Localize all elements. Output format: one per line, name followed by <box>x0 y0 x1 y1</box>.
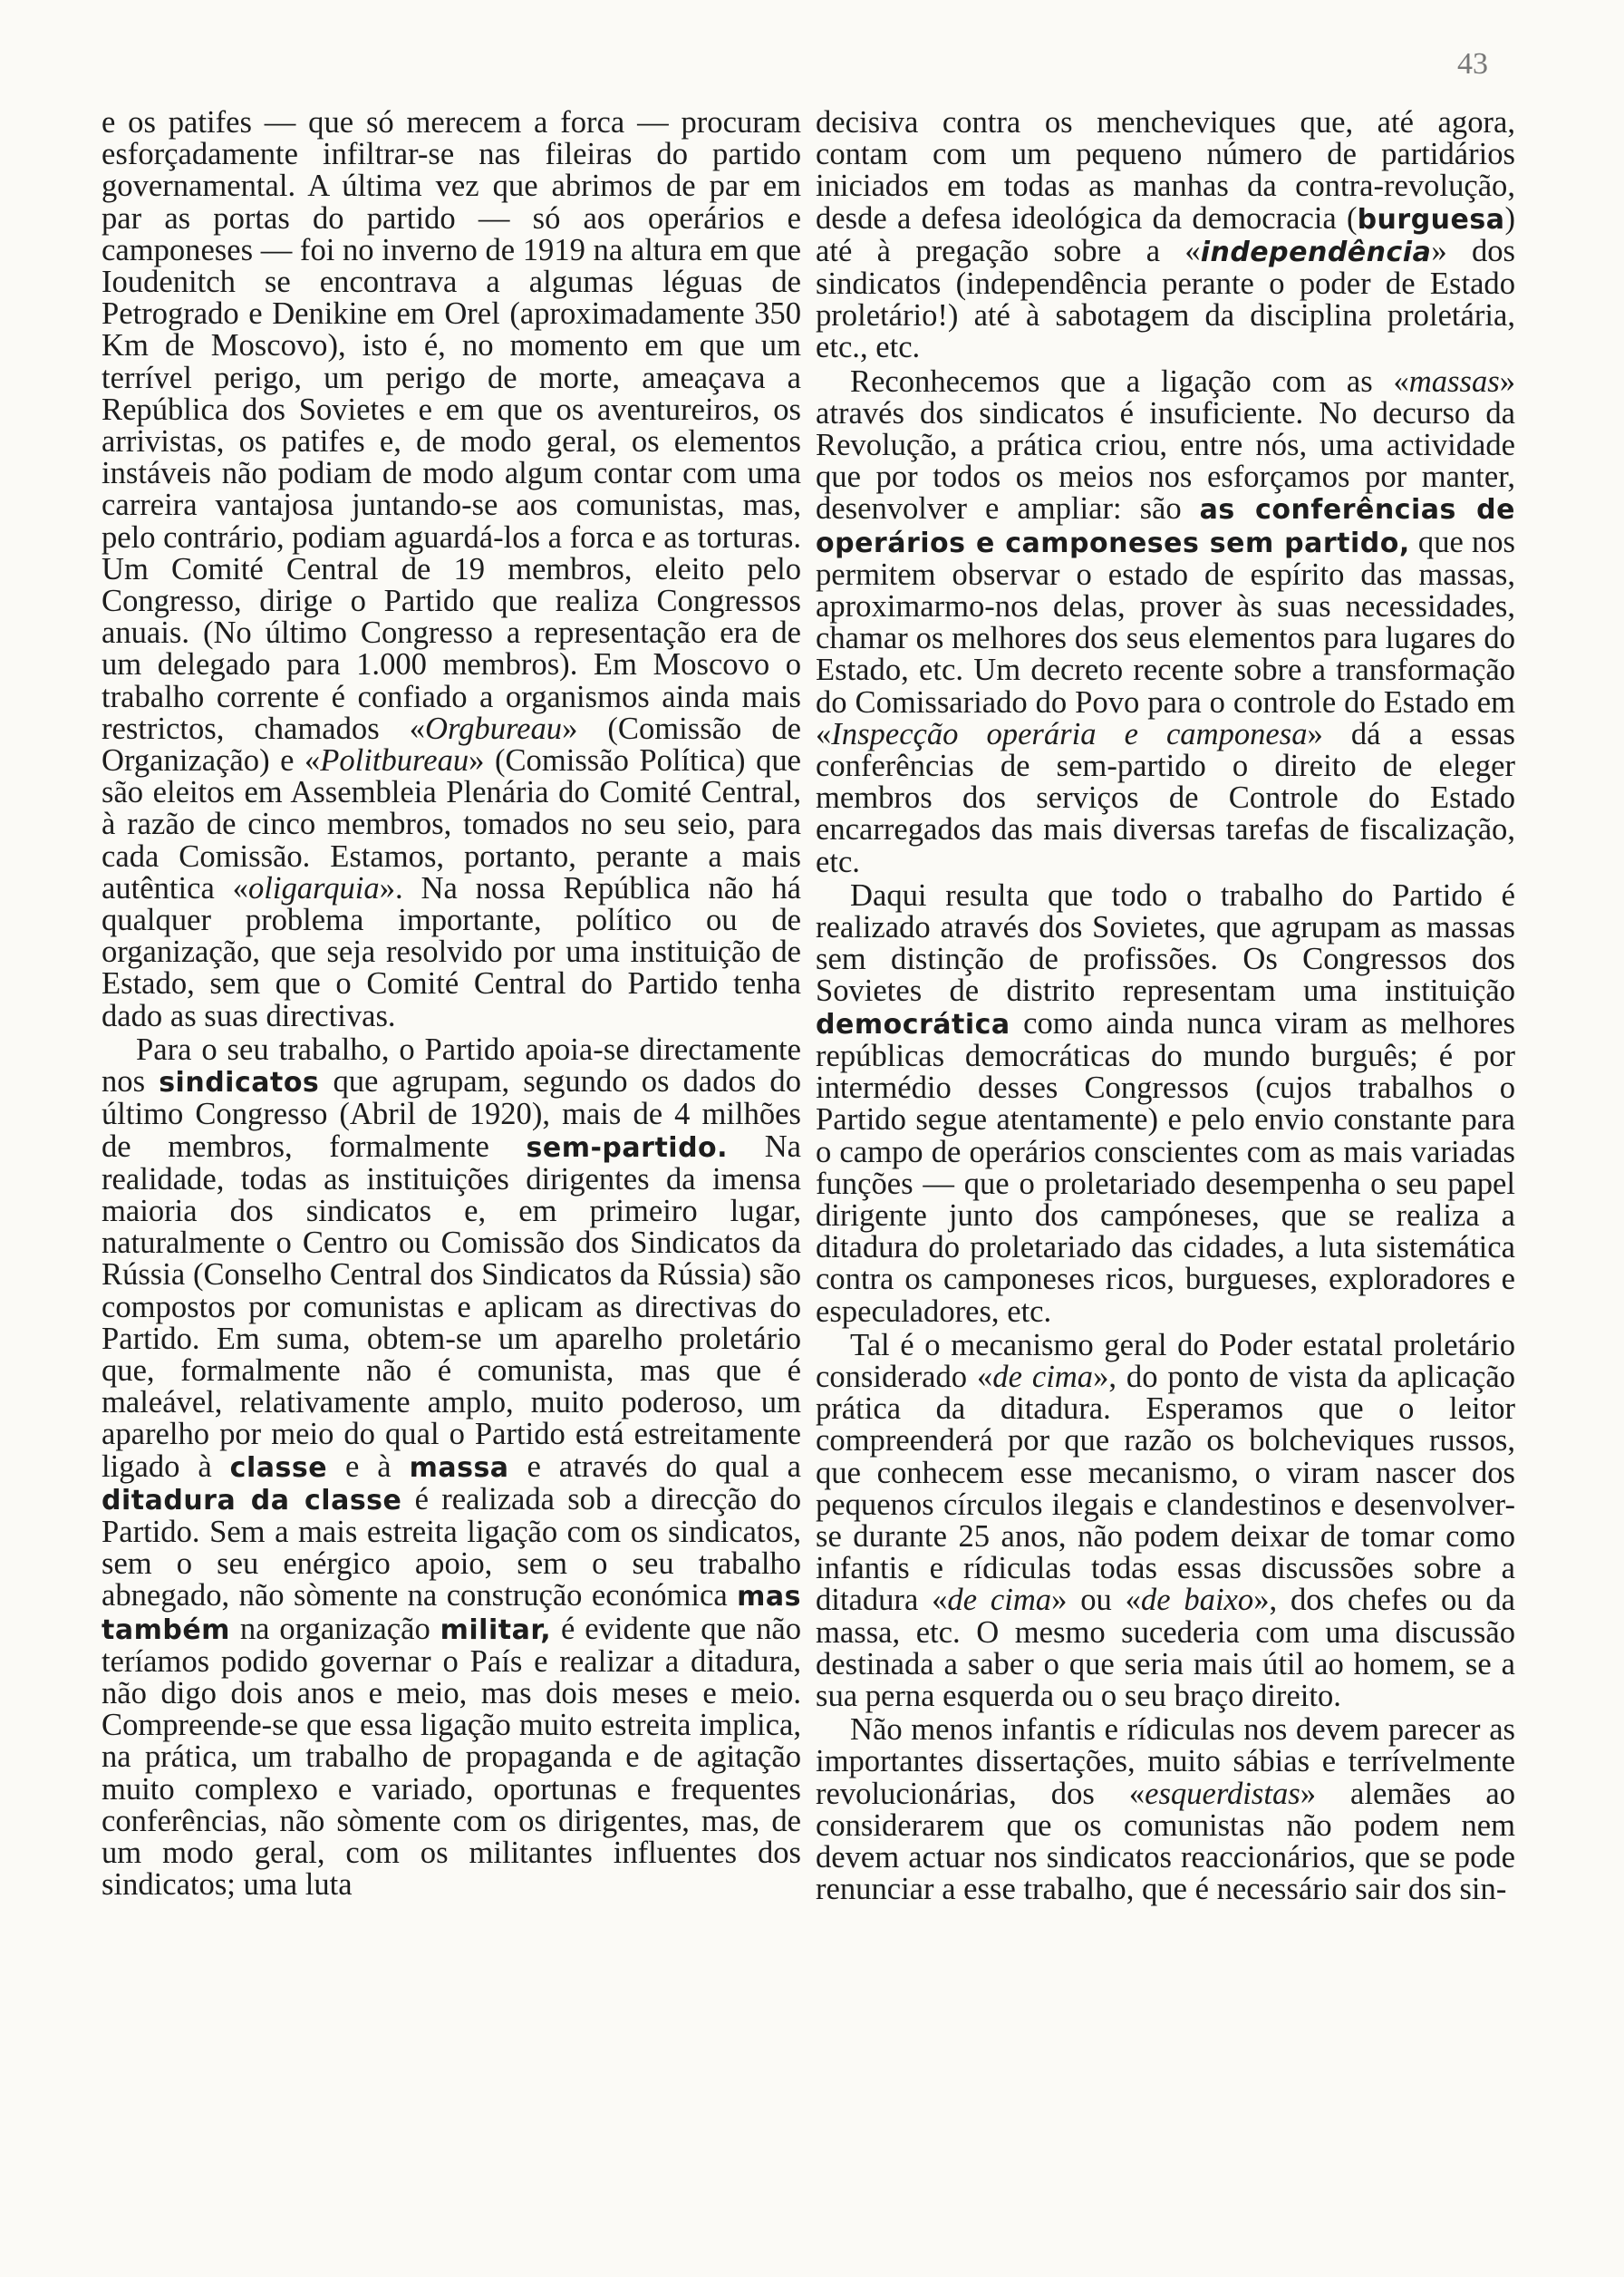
paragraph <box>816 363 1516 879</box>
text-run: Reconhecemos que a ligação com as « <box>850 363 1409 399</box>
text-run: ) até à pregação sobre a « <box>816 200 1515 268</box>
emphasis-run: de cima <box>947 1583 1052 1618</box>
text-run: é realizada sob a direcção do Partido. Sem a mais estreita ligação com os sindicatos, sem o seu enérgico apoio, sem o seu trabalho abnegado, não sòmente na construção económica <box>102 1481 801 1613</box>
emphasis-run: independência <box>1200 236 1432 268</box>
text-run: Não menos infantis e rídiculas nos devem parecer as importantes dissertações, muito sábias e terrívelmente revolucionárias, dos « <box>816 1712 1515 1811</box>
text-run: que agrupam, segundo os dados do último Congresso (Abril de 1920), mais de 4 milhões de membros, formalmente <box>102 1064 802 1164</box>
text-run: Daqui resulta que todo o trabalho do Partido é realizado através dos Sovietes, que agrupam as massas sem distinção de profissões. Os Congressos dos Sovietes de distrito representam uma instituição <box>816 877 1515 1009</box>
text-run: que nos permitem observar o estado de espírito das massas, aproximarmo-nos delas, prover às suas necessidades, chamar os melhores dos seus elementos para lugares do Estado, etc. Um decreto recente sobre a transformação do Comissariado do Povo para o controle do Estado em « <box>816 524 1516 751</box>
text-run: » (Comissão de Organização) e « <box>102 711 801 779</box>
emphasis-run: as conferências de operários e camponeses sem partido, <box>816 494 1515 559</box>
right-text-column <box>816 107 1515 1905</box>
text-run: », do ponto de vista da aplicação prática da ditadura. Esperamos que o leitor compreenderá por que razão os bolcheviques russos, que conhecem esse mecanismo, o viram nascer dos pequenos círculos ilegais e clandestinos e desenvolver-se durante 25 anos, não podem deixar de tomar como infantis e rídiculas todas essas discussões sobre a ditadura « <box>816 1359 1515 1618</box>
emphasis-run: massa <box>409 1451 509 1484</box>
emphasis-run: esquerdistas <box>1145 1776 1300 1811</box>
text-run: Tal é o mecanismo geral do Poder estatal proletário considerado « <box>816 1327 1515 1394</box>
emphasis-run: de cima <box>992 1359 1094 1394</box>
text-run: Na realidade, todas as instituições dirigentes da imensa maioria dos sindicatos e, em primeiro lugar, naturalmente o Centro ou Comissão dos Sindicatos da Rússia (Conselho Central dos Sindicatos da Rússia) são compostos por comunistas e aplicam as directivas do Partido. Em suma, obtem-se um aparelho proletário que, formalmente não é comunista, mas que é maleável, relativamente amplo, muito poderoso, um aparelho por meio do qual o Partido está estreitamente ligado à <box>102 1129 802 1484</box>
emphasis-run: sem-partido. <box>526 1131 729 1164</box>
emphasis-run: democrática <box>816 1008 1010 1041</box>
emphasis-run: sindicatos <box>159 1067 320 1100</box>
emphasis-run: ditadura da classe <box>102 1484 402 1516</box>
text-run: como ainda nunca viram as melhores repúblicas democráticas do mundo burguês; é por intermédio desses Congressos (cujos trabalhos o Partido segue atentamente) e pelo envio constante para o campo de operários conscientes com as mais variadas funções — que o proletariado desempenha o seu papel dirigente junto dos campóneses, que se realiza a ditadura do proletariado das cidades, a luta sistemática contra os camponeses ricos, burgueses, exploradores e especuladores, etc. <box>816 1005 1515 1329</box>
text-run: » através dos sindicatos é insuficiente. No decurso da Revolução, a prática criou, entre nós, uma actividade que por todos os meios nos esforçamos por manter, desenvolver e ampliar: são <box>816 363 1515 527</box>
text-run: », dos chefes ou da massa, etc. O mesmo sucederia com uma discussão destinada a saber o que seria mais útil ao homem, se a sua perna esquerda ou o seu braço direito. <box>816 1583 1515 1713</box>
emphasis-run: massas <box>1408 363 1500 399</box>
paragraph <box>816 107 1515 364</box>
text-run: » dos sindicatos (independência perante o poder de Estado proletário!) até à sabotagem da disciplina proletária, etc., etc. <box>816 233 1515 365</box>
text-run: e à <box>327 1449 410 1484</box>
text-run: ». Na nossa República não há qualquer problema importante, político ou de organização, que seja resolvido por uma instituição de Estado, sem que o Comité Central do Partido tenha dado as suas directivas. <box>102 870 801 1033</box>
text-run: e os patifes — que só merecem a forca — procuram esforçadamente infiltrar-se nas fileiras do partido governamental. A última vez que abrimos de par em par as portas do partido — só aos operários e camponeses — foi no inverno de 1919 na altura em que Ioudenitch se encontrava a algumas léguas de Petrogrado e Denikine em Orel (aproximadamente 350 Km de Moscovo), isto é, no momento em que um terrível perigo, um perigo de morte, ameaçava a República dos Sovietes e em que os aventureiros, os arrivistas, os patifes e, de modo geral, os elementos instáveis não podiam de modo algum contar com uma carreira vantajosa juntando-se aos comunistas, mas, pelo contrário, podiam aguardá-los a forca e as torturas. Um Comité Central de 19 membros, eleito pelo Congresso, dirige o Partido que realiza Congressos anuais. (No último Congresso a representação era de um delegado para 1.000 membros). Em Moscovo o trabalho corrente é confiado a organismos ainda mais restrictos, chamados « <box>102 105 802 746</box>
paragraph <box>816 1714 1515 1905</box>
emphasis-run: burguesa <box>1357 203 1505 236</box>
emphasis-run: Inspecção operária e camponesa <box>831 716 1308 751</box>
emphasis-run: militar, <box>440 1613 552 1646</box>
emphasis-run: classe <box>229 1451 328 1484</box>
paragraph <box>102 107 801 1032</box>
text-run: » (Comissão Política) que são eleitos em Assembleia Plenária do Comité Central, à razão de cinco membros, tomados no seu seio, para cada Comissão. Estamos, portanto, perante a mais autêntica « <box>102 743 801 906</box>
text-run: e através do qual a <box>508 1449 801 1484</box>
emphasis-run: de baixo <box>1140 1583 1254 1618</box>
emphasis-run: Orgbureau <box>424 711 563 746</box>
paragraph <box>816 1327 1515 1713</box>
paragraph <box>102 1034 801 1901</box>
emphasis-run: Politbureau <box>320 743 469 779</box>
text-run: decisiva contra os mencheviques que, até agora, contam com um pequeno número de partidários iniciados em todas as manhas da contra-revolução, desde a defesa ideológica da democracia ( <box>816 105 1515 236</box>
text-run: » alemães ao considerarem que os comunistas não podem nem devem actuar nos sindicatos reaccionários, que se pode renunciar a esse trabalho, que é necessário sair dos sin- <box>816 1776 1515 1907</box>
page-number: 43 <box>1457 47 1488 81</box>
text-run: » dá a essas conferências de sem-partido o direito de eleger membros dos serviços de Controle do Estado encarregados das mais diversas tarefas de fiscalização, etc. <box>816 716 1515 879</box>
left-text-column <box>102 107 801 1901</box>
emphasis-run: mas também <box>102 1581 801 1646</box>
emphasis-run: oligarquia <box>247 870 380 906</box>
paragraph <box>816 877 1515 1329</box>
text-run: é evidente que não teríamos podido governar o País e realizar a ditadura, não digo dois anos e meio, mas dois meses e meio. Compreende-se que essa ligação muito estreita implica, na prática, um trabalho de propaganda e de agitação muito complexo e variado, oportunas e frequentes conferências, não sòmente com os dirigentes, mas, de um modo geral, com os militantes influentes dos sindicatos; uma luta <box>102 1611 801 1903</box>
text-run: na organização <box>229 1611 440 1646</box>
text-run: » ou « <box>1051 1583 1141 1618</box>
text-run: Para o seu trabalho, o Partido apoia-se directamente nos <box>102 1032 801 1100</box>
